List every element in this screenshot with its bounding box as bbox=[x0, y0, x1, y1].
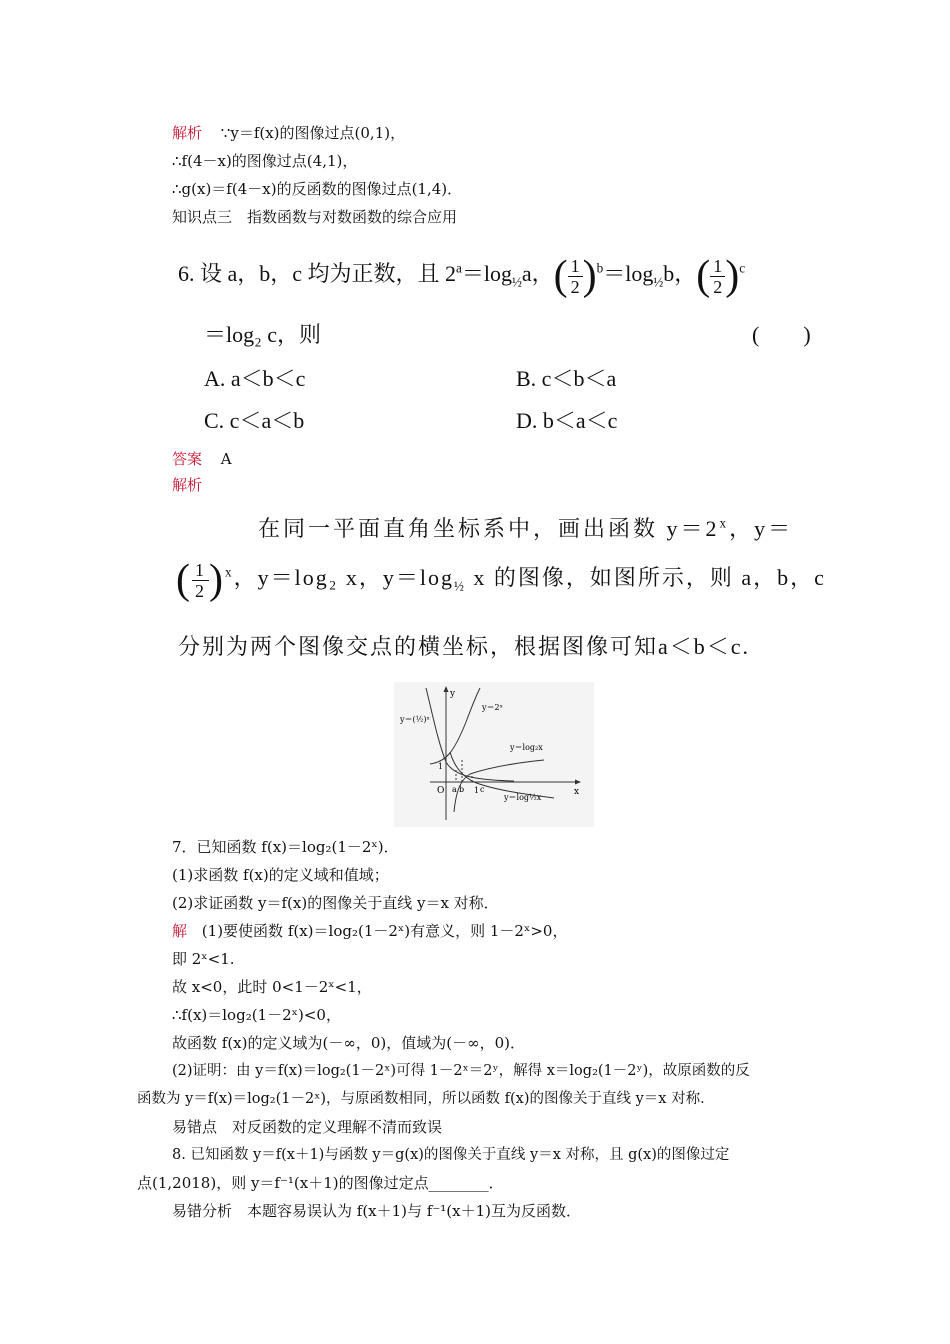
analysis-p3: 分别为两个图像交点的横坐标，根据图像可知a＜b＜c. bbox=[178, 634, 751, 659]
p2-frac bbox=[192, 560, 209, 601]
p2-paren-close: ) bbox=[209, 557, 225, 603]
q6-paren-open-2: ( bbox=[696, 253, 711, 299]
label-b: b bbox=[459, 785, 465, 794]
label-curve-loghalf: y＝log½x bbox=[504, 793, 542, 802]
label-x: x bbox=[574, 787, 580, 797]
label-1y: 1 bbox=[438, 762, 444, 771]
q6-frac-2 bbox=[710, 256, 725, 297]
label-1x: 1 bbox=[474, 786, 480, 795]
error-analysis: 易错分析 本题容易误认为 f(x＋1)与 f⁻¹(x＋1)互为反函数． bbox=[172, 1202, 581, 1220]
label-curve-2x: y＝2ˣ bbox=[482, 703, 503, 712]
q7-solution-7: 函数为 y＝f(x)＝log₂(1－2ˣ)，与原函数相同，所以函数 f(x)的图像关于直线 y＝x 对称． bbox=[137, 1091, 715, 1107]
q6-line2: ＝log₂ c，则 bbox=[204, 322, 322, 347]
label-curve-log2: y＝log₂x bbox=[510, 743, 543, 752]
q7-solution-5: 故函数 f(x)的定义域为(－∞，0)，值域为(－∞，0)． bbox=[172, 1034, 525, 1052]
q7-solution-1 bbox=[172, 920, 567, 942]
q6-paren-close-1: ) bbox=[582, 253, 597, 299]
q6-exp-c: c bbox=[739, 260, 746, 276]
q7-line-3: (2)求证函数 y＝f(x)的图像关于直线 y＝x 对称． bbox=[172, 894, 499, 912]
analysis-text: ∵y＝f(x)的图像过点(0,1)， bbox=[220, 124, 406, 142]
analysis-label-2: 解析 bbox=[172, 476, 203, 494]
analysis-p2-end: x 的图像，如图所示，则 a，b，c bbox=[465, 565, 826, 591]
analysis-p1-exp: x bbox=[719, 515, 730, 531]
error-heading: 易错点 对反函数的定义理解不清而致误 bbox=[172, 1118, 443, 1136]
label-curve-half: y＝(½)ˣ bbox=[400, 715, 430, 724]
q6-stem-e: b， bbox=[663, 261, 697, 287]
q6-exp-a: a bbox=[456, 260, 462, 276]
p2-frac-num: 1 bbox=[192, 560, 209, 581]
q6-frac-1 bbox=[568, 256, 583, 297]
q6-base-half-1: ½ bbox=[512, 274, 522, 290]
q6-option-c: C. c＜a＜b bbox=[204, 408, 305, 433]
section-heading: 知识点三 指数函数与对数函数的综合应用 bbox=[172, 208, 458, 226]
q6-blank: ( ) bbox=[752, 322, 811, 347]
p2-base-half: ½ bbox=[454, 578, 466, 594]
p2-paren-open: ( bbox=[176, 557, 192, 603]
q6-stem bbox=[178, 252, 745, 300]
label-a: a bbox=[452, 785, 457, 794]
q6-paren-close-2: ) bbox=[725, 253, 740, 299]
q7-line-1: 7．已知函数 f(x)＝log₂(1－2ˣ)． bbox=[172, 838, 399, 856]
analysis-label: 解析 bbox=[172, 124, 203, 142]
analysis-p2-exp: x bbox=[225, 564, 234, 580]
label-c: c bbox=[480, 785, 485, 794]
q6-stem-c: a， bbox=[521, 261, 554, 287]
q7-solution-4: ∴f(x)＝log₂(1－2ˣ)<0， bbox=[172, 1006, 341, 1024]
q6-stem-a: 6. 设 a，b，c 均为正数，且 2 bbox=[178, 261, 457, 287]
solution-text-1: (1)要使函数 f(x)＝log₂(1－2ˣ)有意义，则 1－2ˣ>0， bbox=[201, 922, 568, 940]
q6-paren-open-1: ( bbox=[553, 253, 568, 299]
p2-frac-den: 2 bbox=[195, 580, 206, 601]
q6-frac-2-den: 2 bbox=[713, 276, 723, 297]
q6-option-d: D. b＜a＜c bbox=[516, 408, 618, 433]
answer-value: A bbox=[220, 450, 232, 468]
q6-base-half-2: ½ bbox=[653, 274, 664, 290]
q6-option-a: A. a＜b＜c bbox=[204, 366, 306, 391]
q6-frac-2-num: 1 bbox=[710, 256, 725, 277]
analysis-line-3: ∴g(x)＝f(4－x)的反函数的图像过点(1,4)． bbox=[172, 180, 463, 198]
label-origin: O bbox=[437, 786, 445, 796]
analysis-p1-end: ，y＝ bbox=[729, 516, 794, 541]
q7-solution-6: (2)证明：由 y＝f(x)＝log₂(1－2ˣ)可得 1－2ˣ＝2ʸ，解得 x＝log₂(1－2ʸ)，故原函数的反 bbox=[172, 1063, 750, 1079]
analysis-p1-text: 在同一平面直角坐标系中，画出函数 y＝2 bbox=[258, 516, 720, 541]
q6-frac-1-den: 2 bbox=[570, 276, 580, 297]
answer-line bbox=[172, 448, 232, 470]
solution-label: 解 bbox=[172, 922, 188, 940]
analysis-line-1 bbox=[172, 122, 405, 144]
q6-frac-1-num: 1 bbox=[568, 256, 583, 277]
q6-exp-b: b bbox=[596, 260, 604, 276]
q6-stem-b: ＝log bbox=[461, 261, 513, 287]
analysis-p2 bbox=[176, 556, 826, 604]
answer-label: 答案 bbox=[172, 450, 203, 468]
q7-line-2: (1)求函数 f(x)的定义域和值域； bbox=[172, 866, 389, 884]
q8-line-1: 8. 已知函数 y＝f(x＋1)与函数 y＝g(x)的图像关于直线 y＝x 对称，且 g(x)的图像过定 bbox=[172, 1147, 730, 1163]
label-y: y bbox=[450, 689, 456, 699]
analysis-p1 bbox=[258, 512, 793, 543]
q6-option-b: B. c＜b＜a bbox=[516, 366, 617, 391]
analysis-line-2: ∴f(4－x)的图像过点(4,1)， bbox=[172, 152, 358, 170]
function-graph bbox=[394, 682, 594, 827]
q6-stem-d: ＝log bbox=[603, 261, 654, 287]
analysis-p2-text: ，y＝log₂ x，y＝log bbox=[233, 565, 454, 591]
q7-solution-2: 即 2ˣ<1. bbox=[172, 950, 235, 968]
q7-solution-3: 故 x<0，此时 0<1－2ˣ<1， bbox=[172, 978, 372, 996]
q8-line-2: 点(1,2018)，则 y＝f⁻¹(x＋1)的图像过定点________． bbox=[137, 1174, 504, 1192]
